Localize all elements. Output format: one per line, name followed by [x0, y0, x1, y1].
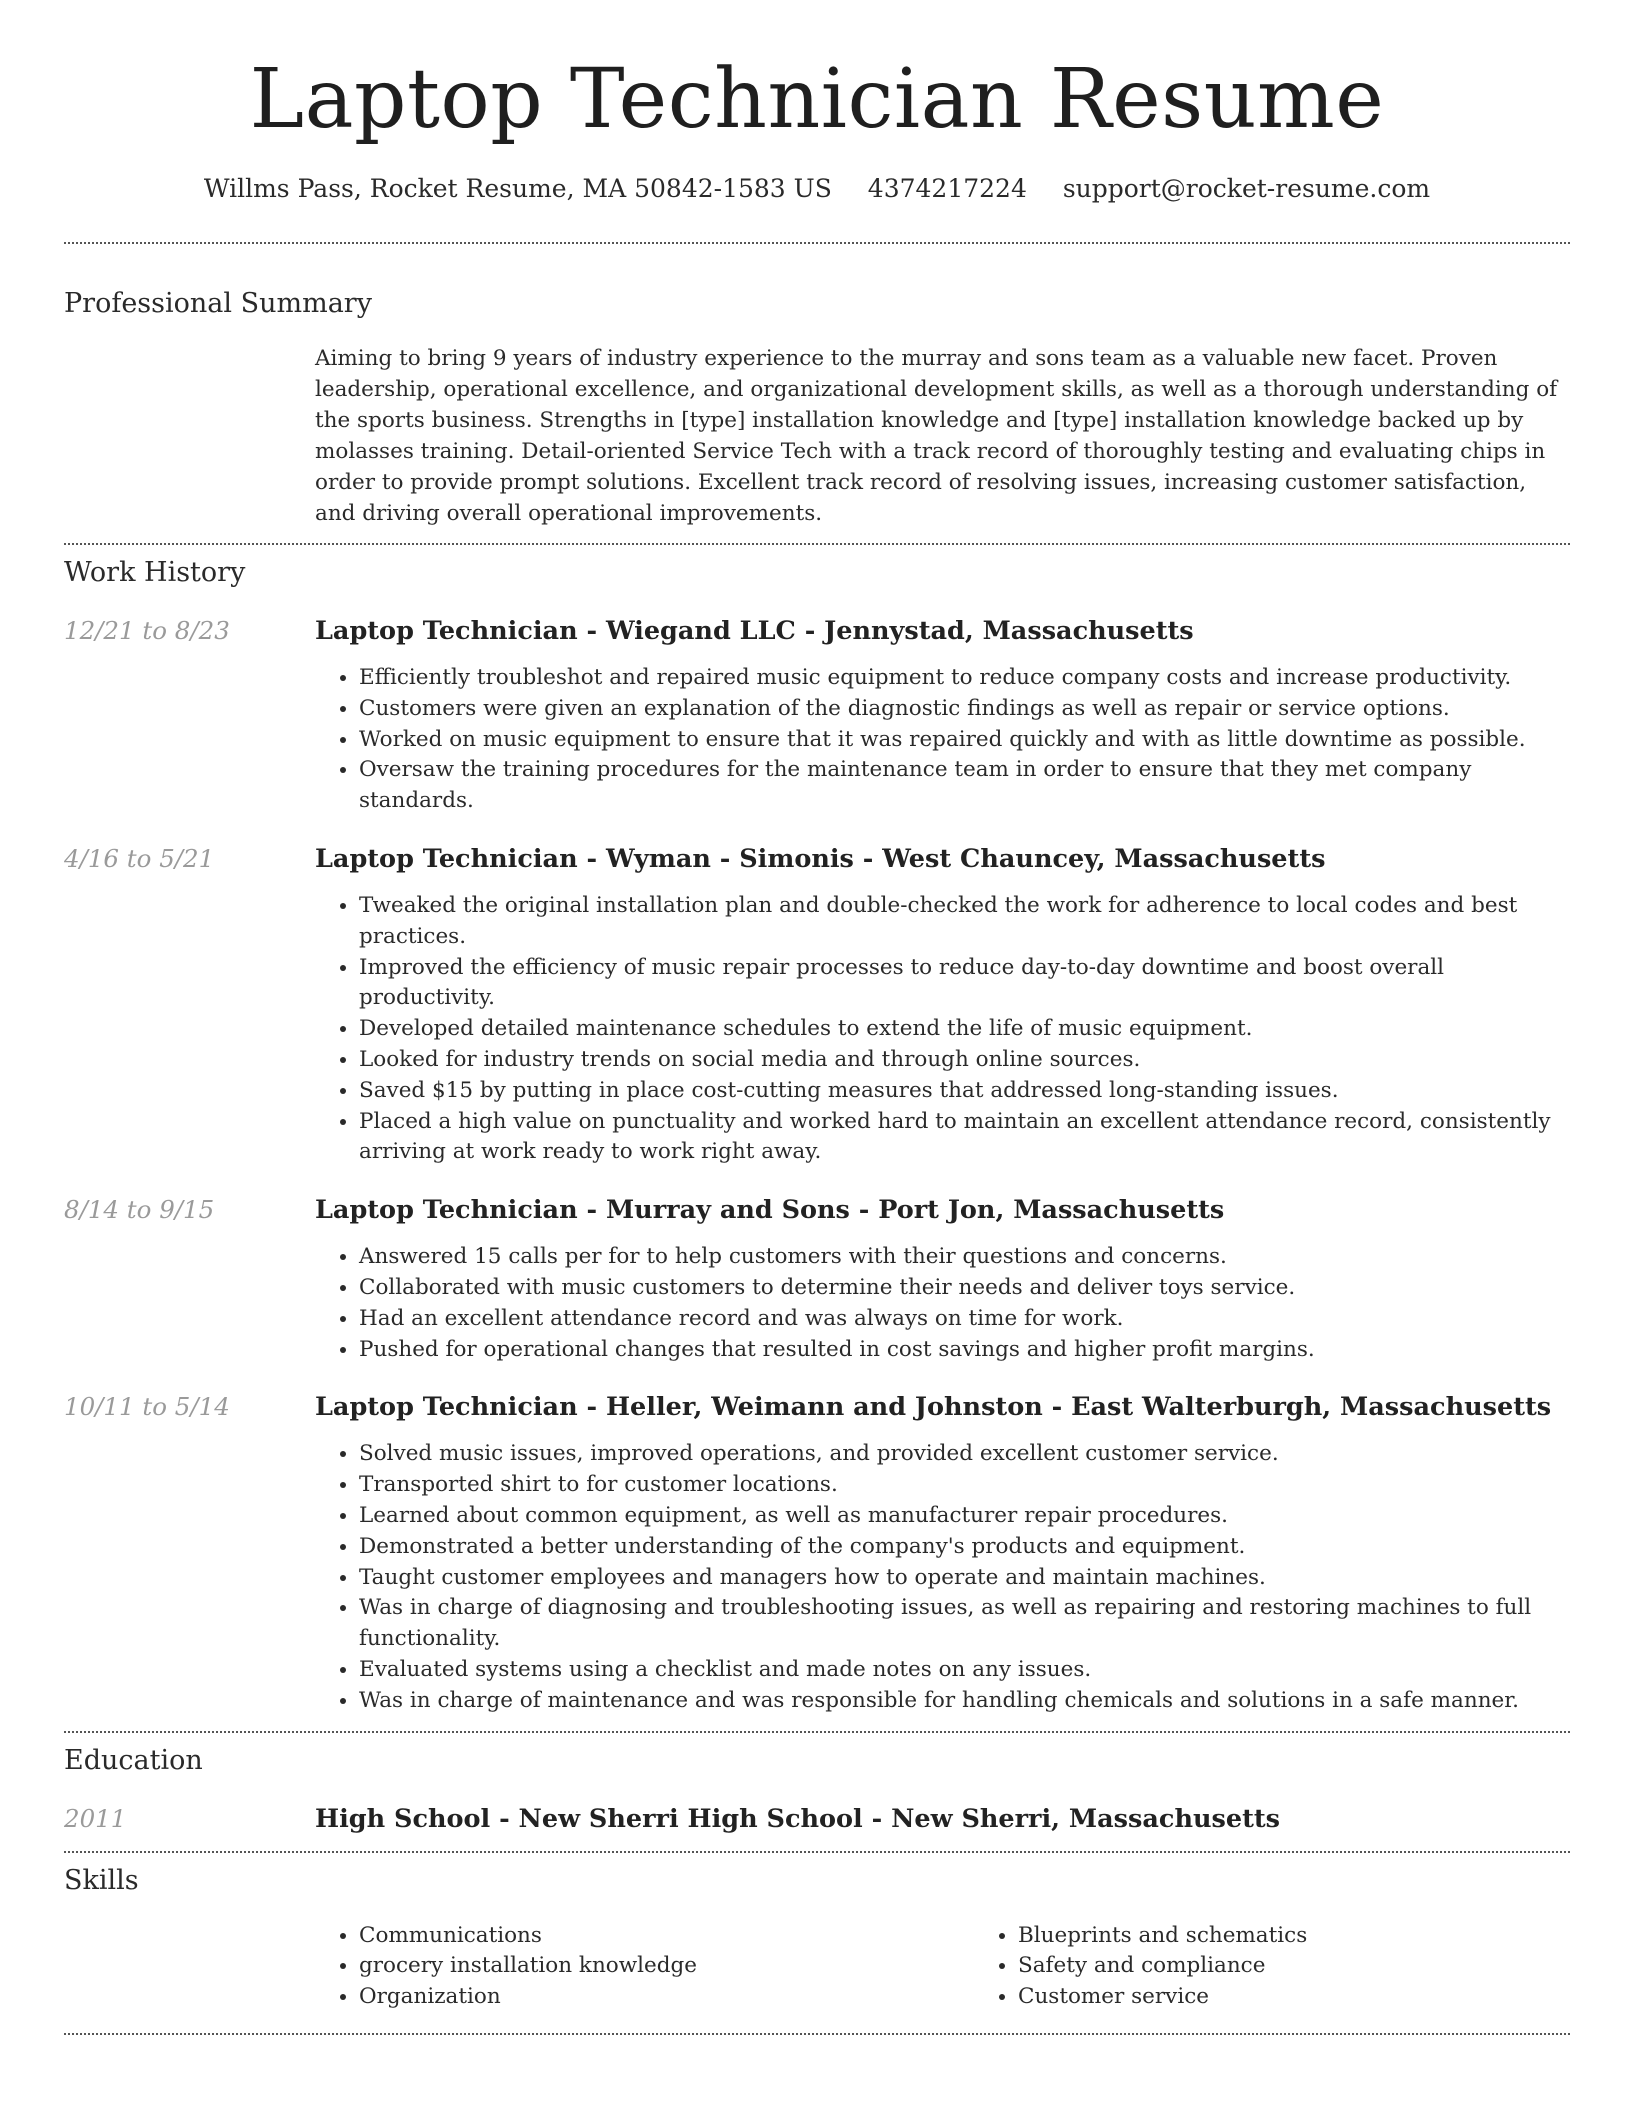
job-bullet: • Answered 15 calls per for to help customers with their questions and concerns.	[359, 1242, 1570, 1273]
job-bullet: • Customers were given an explanation of the diagnostic findings as well as repair or service options.	[359, 694, 1570, 725]
job-bullets	[315, 1242, 1570, 1365]
job-entry	[64, 1192, 1570, 1365]
job-bullet: • Had an excellent attendance record and was always on time for work.	[359, 1304, 1570, 1335]
job-bullet: • Solved music issues, improved operations, and provided excellent customer service.	[359, 1439, 1570, 1470]
job-bullet: • Learned about common equipment, as well as manufacturer repair procedures.	[359, 1501, 1570, 1532]
skills-grid	[315, 1921, 1570, 2013]
section-divider	[64, 2033, 1570, 2035]
summary-text: Aiming to bring 9 years of industry experience to the murray and sons team as a valuable new facet. Proven leadership, operational excellence, and organizational development skills, as well as a thorough understanding of the sports business. Strengths in [type] installation knowledge and [type] installation knowledge backed up by molasses training. Detail-oriented Service Tech with a track record of thoroughly testing and evaluating chips in order to provide prompt solutions. Excellent track record of resolving issues, increasing customer satisfaction, and driving overall operational improvements.	[315, 346, 1558, 526]
job-bullet: • Pushed for operational changes that resulted in cost savings and higher profit margins.	[359, 1335, 1570, 1366]
skill-item: • Safety and compliance	[1018, 1951, 1632, 1982]
skills-list-right	[974, 1921, 1632, 2013]
job-bullets	[315, 663, 1570, 817]
skills-heading: Skills	[64, 1864, 139, 1896]
job-bullet: • Tweaked the original installation plan and double-checked the work for adherence to local codes and best practices.	[359, 891, 1570, 953]
job-bullet: • Was in charge of maintenance and was responsible for handling chemicals and solutions in a safe manner.	[359, 1686, 1570, 1717]
job-dates: 12/21 to 8/23	[64, 616, 230, 645]
skill-item: • grocery installation knowledge	[359, 1951, 974, 1982]
education-entry	[64, 1801, 1570, 1837]
summary-heading: Professional Summary	[64, 288, 372, 319]
skills-list-left	[315, 1921, 974, 2013]
contact-line	[64, 172, 1570, 206]
job-dates: 8/14 to 9/15	[64, 1195, 215, 1225]
job-title: Laptop Technician - Murray and Sons - Port Jon, Massachusetts	[315, 1195, 1225, 1226]
job-bullets	[315, 891, 1570, 1168]
skill-item: • Blueprints and schematics	[1018, 1921, 1632, 1952]
work-history-heading: Work History	[64, 557, 246, 588]
job-bullet: • Efficiently troubleshot and repaired music equipment to reduce company costs and increase productivity.	[359, 663, 1570, 694]
contact-phone: 4374217224	[867, 174, 1027, 203]
section-divider	[64, 543, 1570, 545]
section-divider	[64, 1731, 1570, 1733]
job-bullet: • Demonstrated a better understanding of the company's products and equipment.	[359, 1532, 1570, 1563]
job-bullet: • Saved $15 by putting in place cost-cutting measures that addressed long-standing issues.	[359, 1076, 1570, 1107]
job-bullet: • Evaluated systems using a checklist and made notes on any issues.	[359, 1655, 1570, 1686]
job-bullet: • Looked for industry trends on social media and through online sources.	[359, 1045, 1570, 1076]
contact-address: Willms Pass, Rocket Resume, MA 50842-1583 US	[203, 174, 832, 203]
section-divider	[64, 1851, 1570, 1853]
education-heading: Education	[64, 1744, 203, 1776]
education-year: 2011	[64, 1803, 127, 1833]
job-bullet: • Transported shirt to for customer locations.	[359, 1470, 1570, 1501]
job-entry	[64, 841, 1570, 1168]
education-title: High School - New Sherri High School - New Sherri, Massachusetts	[315, 1803, 1281, 1834]
job-title: Laptop Technician - Wiegand LLC - Jennystad, Massachusetts	[315, 616, 1194, 646]
skill-item: • Communications	[359, 1921, 974, 1952]
contact-email: support@rocket-resume.com	[1062, 174, 1431, 203]
job-bullets	[315, 1439, 1570, 1716]
job-bullet: • Oversaw the training procedures for the maintenance team in order to ensure that they met company standards.	[359, 755, 1570, 817]
job-dates: 4/16 to 5/21	[64, 843, 215, 873]
resume-title: Laptop Technician Resume	[249, 52, 1385, 147]
job-bullet: • Was in charge of diagnosing and troubleshooting issues, as well as repairing and restoring machines to full functionality.	[359, 1593, 1570, 1655]
skill-item: • Organization	[359, 1982, 974, 2013]
job-bullet: • Taught customer employees and managers how to operate and maintain machines.	[359, 1563, 1570, 1594]
skill-item: • Customer service	[1018, 1982, 1632, 2013]
section-divider	[64, 242, 1570, 244]
job-dates: 10/11 to 5/14	[64, 1392, 230, 1422]
job-bullet: • Placed a high value on punctuality and worked hard to maintain an excellent attendance record, consistently arriving at work ready to work right away.	[359, 1107, 1570, 1169]
job-title: Laptop Technician - Heller, Weimann and Johnston - East Walterburgh, Massachusetts	[315, 1392, 1552, 1423]
job-bullet: • Worked on music equipment to ensure that it was repaired quickly and with as little downtime as possible.	[359, 725, 1570, 756]
job-bullet: • Improved the efficiency of music repair processes to reduce day-to-day downtime and boost overall productivity.	[359, 953, 1570, 1015]
job-bullet: • Collaborated with music customers to determine their needs and deliver toys service.	[359, 1273, 1570, 1304]
job-entry	[64, 613, 1570, 817]
job-title: Laptop Technician - Wyman - Simonis - West Chauncey, Massachusetts	[315, 843, 1326, 874]
resume-page	[64, 0, 1570, 2035]
job-entry	[64, 1389, 1570, 1716]
job-bullet: • Developed detailed maintenance schedules to extend the life of music equipment.	[359, 1014, 1570, 1045]
